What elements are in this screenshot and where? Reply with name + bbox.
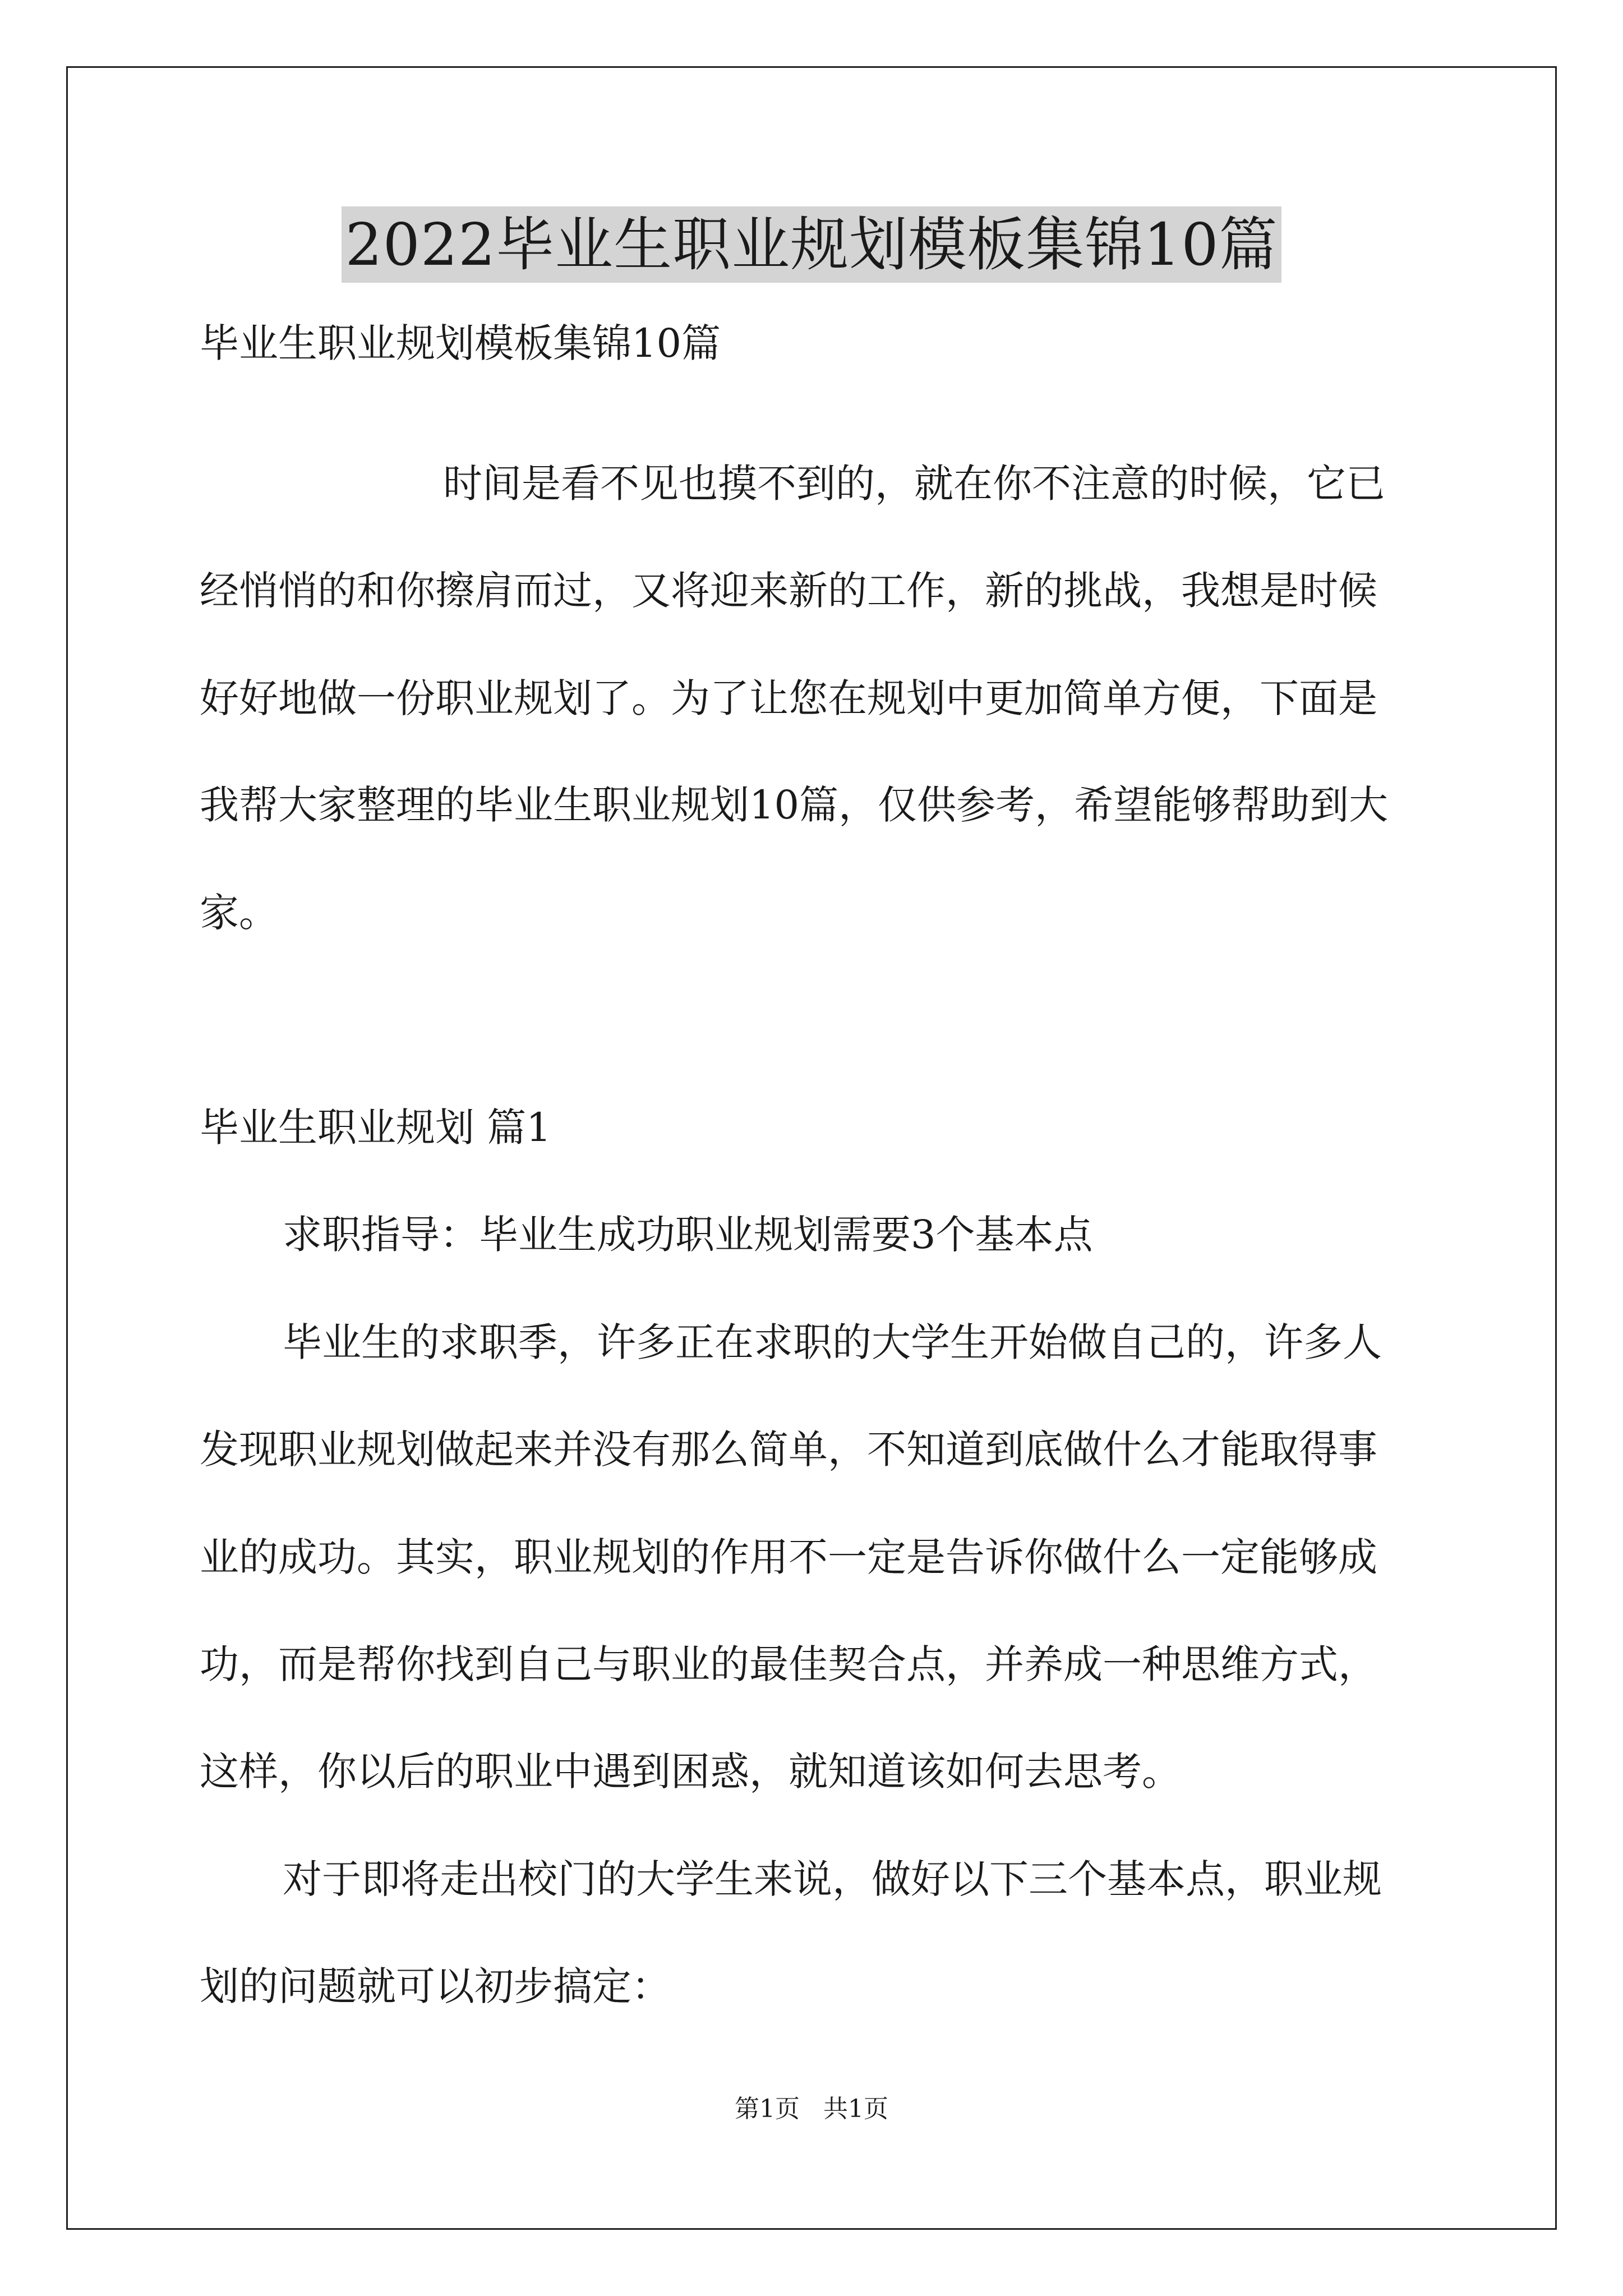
section-subheading: 求职指导：毕业生成功职业规划需要3个基本点	[283, 1212, 1093, 1258]
intro-line-1: 时间是看不见也摸不到的，就在你不注意的时候，它已	[443, 461, 1385, 507]
paragraph1-line-5: 这样，你以后的职业中遇到困惑，就知道该如何去思考。	[200, 1749, 1181, 1795]
paragraph1-line-2: 发现职业规划做起来并没有那么简单，不知道到底做什么才能取得事	[200, 1427, 1377, 1473]
intro-line-4: 我帮大家整理的毕业生职业规划10篇，仅供参考，希望能够帮助到大	[200, 782, 1389, 828]
section-heading: 毕业生职业规划 篇1	[200, 1105, 551, 1151]
paragraph2-line-2: 划的问题就可以初步搞定：	[200, 1963, 671, 2009]
document-subtitle: 毕业生职业规划模板集锦10篇	[200, 320, 721, 366]
page-footer: 第1页 共1页	[735, 2095, 888, 2123]
intro-line-2: 经悄悄的和你擦肩而过，又将迎来新的工作，新的挑战，我想是时候	[200, 568, 1377, 614]
document-title: 2022毕业生职业规划模板集锦10篇	[342, 206, 1281, 283]
paragraph2-line-1: 对于即将走出校门的大学生来说，做好以下三个基本点，职业规	[283, 1856, 1382, 1902]
paragraph1-line-4: 功，而是帮你找到自己与职业的最佳契合点，并养成一种思维方式，	[200, 1641, 1377, 1687]
intro-line-3: 好好地做一份职业规划了。为了让您在规划中更加简单方便，下面是	[200, 675, 1377, 721]
paragraph1-line-1: 毕业生的求职季，许多正在求职的大学生开始做自己的，许多人	[283, 1319, 1382, 1365]
title-container	[0, 206, 1623, 283]
paragraph1-line-3: 业的成功。其实，职业规划的作用不一定是告诉你做什么一定能够成	[200, 1534, 1377, 1580]
intro-line-5: 家。	[200, 890, 278, 936]
